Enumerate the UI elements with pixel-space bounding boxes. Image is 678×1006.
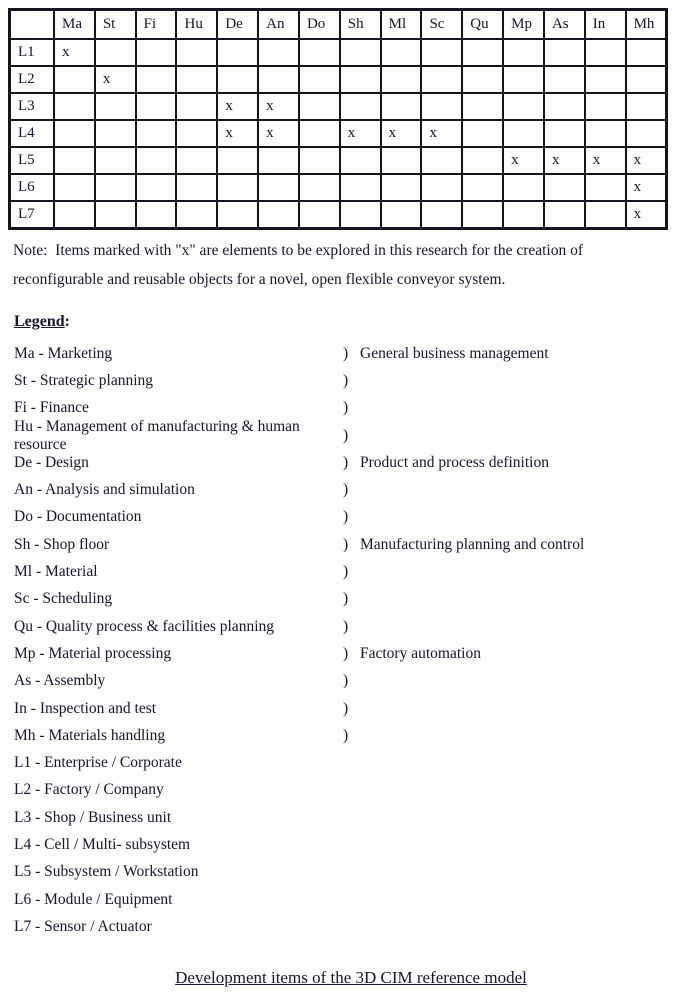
note-text: Note: Items marked with "x" are elements to be explored in this research for the creation of reconfigurable and reusable objects for a novel, open flexible conveyor system.	[13, 242, 587, 288]
legend-paren: )	[343, 563, 349, 581]
cell-l1-hu	[176, 39, 217, 66]
legend-paren: )	[343, 508, 349, 526]
legend-item	[14, 695, 678, 722]
cell-l5-in: x	[585, 147, 626, 174]
legend-group-label: General business management	[360, 344, 549, 362]
cell-l5-fi	[136, 147, 177, 174]
cell-l7-de	[217, 201, 258, 229]
legend-item	[14, 886, 678, 913]
table-row-l3	[10, 93, 667, 120]
cell-l4-fi	[136, 120, 177, 147]
legend-paren: )	[343, 453, 349, 471]
legend-item	[14, 804, 678, 831]
row-label-l4: L4	[10, 120, 55, 147]
legend-paren: )	[343, 672, 349, 690]
column-header-ml: Ml	[381, 10, 422, 40]
cell-l1-sh	[340, 39, 381, 66]
cell-l6-sc	[421, 174, 462, 201]
legend-item-text: Hu - Management of manufacturing & human resource	[14, 417, 300, 453]
cell-l5-mp: x	[503, 147, 544, 174]
legend-heading	[14, 313, 678, 331]
cell-l7-qu	[462, 201, 503, 229]
cell-l3-hu	[176, 93, 217, 120]
cell-l3-ma	[54, 93, 95, 120]
cell-l4-in	[585, 120, 626, 147]
cell-l6-st	[95, 174, 136, 201]
cell-l3-sh	[340, 93, 381, 120]
cell-l3-do	[299, 93, 340, 120]
legend-paren: )	[343, 399, 349, 417]
legend-paren: )	[343, 371, 349, 389]
cell-l7-ma	[54, 201, 95, 229]
cell-l3-sc	[421, 93, 462, 120]
cell-l3-ml	[381, 93, 422, 120]
cell-l1-qu	[462, 39, 503, 66]
corner-cell	[10, 10, 55, 40]
column-header-hu: Hu	[176, 10, 217, 40]
cell-l4-ml: x	[381, 120, 422, 147]
cell-l6-as	[544, 174, 585, 201]
cell-l4-sh: x	[340, 120, 381, 147]
cell-l5-as: x	[544, 147, 585, 174]
cell-l2-ma	[54, 66, 95, 93]
legend-paren: )	[343, 617, 349, 635]
legend-paren: )	[343, 699, 349, 717]
column-header-mp: Mp	[503, 10, 544, 40]
cell-l1-as	[544, 39, 585, 66]
legend-item-text: L7 - Sensor / Actuator	[14, 917, 152, 935]
cell-l6-in	[585, 174, 626, 201]
legend-item-text: Ma - Marketing	[14, 344, 113, 362]
cell-l2-in	[585, 66, 626, 93]
legend-item	[14, 558, 678, 585]
legend-paren: )	[343, 726, 349, 744]
cell-l3-st	[95, 93, 136, 120]
legend-item-text: Mh - Materials handling	[14, 726, 166, 744]
table-row-l4	[10, 120, 667, 147]
legend-item-text: L1 - Enterprise / Corporate	[14, 754, 182, 772]
cell-l5-sc	[421, 147, 462, 174]
legend-group-label: Manufacturing planning and control	[360, 535, 585, 553]
cell-l1-de	[217, 39, 258, 66]
cell-l2-hu	[176, 66, 217, 93]
cell-l7-hu	[176, 201, 217, 229]
column-header-an: An	[258, 10, 299, 40]
cell-l2-as	[544, 66, 585, 93]
cell-l2-st: x	[95, 66, 136, 93]
column-header-fi: Fi	[136, 10, 177, 40]
legend-item-text: Sc - Scheduling	[14, 590, 113, 608]
cell-l3-fi	[136, 93, 177, 120]
cell-l5-de	[217, 147, 258, 174]
cell-l7-sh	[340, 201, 381, 229]
cell-l2-sc	[421, 66, 462, 93]
cell-l6-qu	[462, 174, 503, 201]
cell-l5-qu	[462, 147, 503, 174]
cell-l4-an: x	[258, 120, 299, 147]
cell-l4-hu	[176, 120, 217, 147]
legend-item-text: De - Design	[14, 453, 89, 471]
legend-item-text: L6 - Module / Equipment	[14, 890, 173, 908]
cell-l4-ma	[54, 120, 95, 147]
legend-item	[14, 417, 678, 453]
cell-l2-do	[299, 66, 340, 93]
cell-l3-in	[585, 93, 626, 120]
cell-l1-fi	[136, 39, 177, 66]
cell-l2-sh	[340, 66, 381, 93]
cell-l3-as	[544, 93, 585, 120]
legend-item	[14, 859, 678, 886]
legend-item-text: Mp - Material processing	[14, 644, 172, 662]
legend-item-text: Ml - Material	[14, 563, 98, 581]
column-header-ma: Ma	[54, 10, 95, 40]
cell-l5-hu	[176, 147, 217, 174]
legend-item	[14, 913, 678, 940]
legend-item-text: As - Assembly	[14, 672, 106, 690]
cell-l2-mh	[626, 66, 667, 93]
row-label-l7: L7	[10, 201, 55, 229]
cell-l4-mh	[626, 120, 667, 147]
cell-l7-an	[258, 201, 299, 229]
cell-l3-an: x	[258, 93, 299, 120]
legend-item-text: Do - Documentation	[14, 508, 142, 526]
cell-l3-qu	[462, 93, 503, 120]
cell-l6-fi	[136, 174, 177, 201]
matrix-body	[10, 39, 667, 229]
cell-l6-sh	[340, 174, 381, 201]
row-label-l1: L1	[10, 39, 55, 66]
cell-l3-de: x	[217, 93, 258, 120]
legend-item	[14, 476, 678, 503]
legend-item-text: In - Inspection and test	[14, 699, 157, 717]
cell-l4-sc: x	[421, 120, 462, 147]
legend-item-text: Fi - Finance	[14, 399, 89, 417]
legend-item	[14, 668, 678, 695]
cell-l2-an	[258, 66, 299, 93]
row-label-l6: L6	[10, 174, 55, 201]
legend-item-text: An - Analysis and simulation	[14, 481, 195, 499]
legend-item	[14, 449, 678, 476]
legend-group-label: Factory automation	[360, 644, 481, 662]
legend-item-text: St - Strategic planning	[14, 371, 154, 389]
legend-heading-colon: :	[64, 313, 70, 330]
cell-l6-ma	[54, 174, 95, 201]
cell-l1-in	[585, 39, 626, 66]
cell-l7-in	[585, 201, 626, 229]
cell-l6-do	[299, 174, 340, 201]
legend-item	[14, 831, 678, 858]
table-row-l6	[10, 174, 667, 201]
legend-item	[14, 586, 678, 613]
cell-l5-st	[95, 147, 136, 174]
legend-item	[14, 722, 678, 749]
cell-l5-sh	[340, 147, 381, 174]
cell-l7-mh: x	[626, 201, 667, 229]
legend-item	[14, 340, 678, 367]
cell-l3-mh	[626, 93, 667, 120]
cell-l7-ml	[381, 201, 422, 229]
column-header-mh: Mh	[626, 10, 667, 40]
legend-item-text: Sh - Shop floor	[14, 535, 110, 553]
legend-item	[14, 777, 678, 804]
column-header-de: De	[217, 10, 258, 40]
cell-l5-ma	[54, 147, 95, 174]
column-header-as: As	[544, 10, 585, 40]
column-header-sc: Sc	[421, 10, 462, 40]
figure-caption: Development items of the 3D CIM reference model	[175, 967, 527, 987]
cell-l6-de	[217, 174, 258, 201]
legend-list	[14, 340, 678, 941]
cell-l6-mp	[503, 174, 544, 201]
cell-l1-do	[299, 39, 340, 66]
cell-l7-sc	[421, 201, 462, 229]
matrix-header-row	[10, 10, 667, 40]
cell-l4-qu	[462, 120, 503, 147]
development-items-matrix	[8, 8, 668, 230]
cell-l7-do	[299, 201, 340, 229]
cell-l5-ml	[381, 147, 422, 174]
legend-paren: )	[343, 481, 349, 499]
legend-item-text: Qu - Quality process & facilities planning	[14, 617, 274, 635]
row-label-l3: L3	[10, 93, 55, 120]
table-row-l7	[10, 201, 667, 229]
cell-l5-do	[299, 147, 340, 174]
cell-l1-sc	[421, 39, 462, 66]
cell-l6-an	[258, 174, 299, 201]
table-row-l5	[10, 147, 667, 174]
cell-l3-mp	[503, 93, 544, 120]
cell-l1-mh	[626, 39, 667, 66]
cell-l5-mh: x	[626, 147, 667, 174]
cell-l4-mp	[503, 120, 544, 147]
cell-l4-st	[95, 120, 136, 147]
legend-item	[14, 367, 678, 394]
table-row-l1	[10, 39, 667, 66]
cell-l7-st	[95, 201, 136, 229]
cell-l1-mp	[503, 39, 544, 66]
cell-l6-mh: x	[626, 174, 667, 201]
column-header-qu: Qu	[462, 10, 503, 40]
table-row-l2	[10, 66, 667, 93]
legend-item-text: L3 - Shop / Business unit	[14, 808, 172, 826]
cell-l2-ml	[381, 66, 422, 93]
legend-paren: )	[343, 426, 349, 444]
legend-item	[14, 640, 678, 667]
column-header-sh: Sh	[340, 10, 381, 40]
legend-item	[14, 613, 678, 640]
column-header-st: St	[95, 10, 136, 40]
legend-paren: )	[343, 344, 349, 362]
row-label-l2: L2	[10, 66, 55, 93]
cell-l4-as	[544, 120, 585, 147]
cell-l1-ml	[381, 39, 422, 66]
cell-l5-an	[258, 147, 299, 174]
cell-l7-as	[544, 201, 585, 229]
legend-item	[14, 504, 678, 531]
cell-l6-hu	[176, 174, 217, 201]
cell-l2-qu	[462, 66, 503, 93]
cell-l1-st	[95, 39, 136, 66]
legend-paren: )	[343, 590, 349, 608]
legend-item-text: L4 - Cell / Multi- subsystem	[14, 835, 191, 853]
cell-l6-ml	[381, 174, 422, 201]
column-header-do: Do	[299, 10, 340, 40]
legend-item-text: L2 - Factory / Company	[14, 781, 164, 799]
legend-group-label: Product and process definition	[360, 453, 549, 471]
column-header-in: In	[585, 10, 626, 40]
cell-l1-ma: x	[54, 39, 95, 66]
cell-l7-fi	[136, 201, 177, 229]
legend-item-text: L5 - Subsystem / Workstation	[14, 863, 199, 881]
cell-l7-mp	[503, 201, 544, 229]
row-label-l5: L5	[10, 147, 55, 174]
legend-paren: )	[343, 535, 349, 553]
cell-l2-de	[217, 66, 258, 93]
legend-paren: )	[343, 644, 349, 662]
cell-l1-an	[258, 39, 299, 66]
legend-item	[14, 531, 678, 558]
cell-l2-mp	[503, 66, 544, 93]
cell-l4-de: x	[217, 120, 258, 147]
cell-l2-fi	[136, 66, 177, 93]
legend-heading-word: Legend	[14, 313, 65, 330]
cell-l4-do	[299, 120, 340, 147]
matrix-header	[10, 10, 667, 40]
legend-item	[14, 749, 678, 776]
